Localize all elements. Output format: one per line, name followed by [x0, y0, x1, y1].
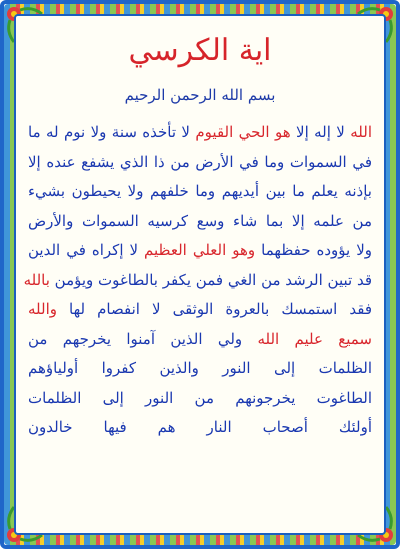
verse-segment: بإذنه يعلم ما بين أيديهم وما خلفهم ولا يحيطون بشيء — [28, 182, 372, 200]
verse-line — [28, 177, 372, 207]
verse-segment: لا إكراه في الدين — [28, 241, 145, 259]
verse-segment: من علمه إلا بما شاء وسع كرسيه السموات والأرض — [28, 211, 372, 230]
verse-segment: لا تأخذه سنة ولا نوم له ما — [28, 123, 196, 141]
highlighted-phrase: الله — [350, 123, 372, 141]
verse-segment: لا إله إلا — [290, 123, 351, 141]
verse-line — [28, 207, 372, 237]
highlighted-phrase: بالله — [23, 270, 50, 289]
verse-segment: ولي الذين آمنوا يخرجهم من — [28, 329, 258, 348]
verse-segment — [279, 330, 294, 348]
verse-segment: فقد استمسك بالعروة الوثقى لا انفصام لها — [57, 300, 372, 318]
highlighted-phrase: والله — [28, 300, 57, 318]
verse-line — [28, 148, 372, 178]
page-title: اية الكرسي — [128, 33, 272, 68]
verse-line — [28, 384, 372, 414]
verse-segment: الطاغوت يخرجونهم من النور إلى الظلمات — [28, 388, 372, 407]
verse-segment: الظلمات إلى النور والذين كفروا أولياؤهم — [28, 359, 372, 377]
highlighted-phrase: هو الحي القيوم — [195, 123, 291, 141]
highlighted-phrase: وهو العلي العظيم — [144, 241, 256, 259]
highlighted-phrase: سميع عليم — [294, 329, 372, 348]
verse-line — [23, 266, 372, 296]
verse-line — [28, 413, 372, 443]
verse-line — [28, 295, 372, 325]
verse-line — [28, 236, 372, 266]
basmala: بسم الله الرحمن الرحيم — [124, 86, 276, 104]
verse-segment: ولا يؤوده حفظهما — [255, 241, 373, 259]
verse-line — [28, 118, 372, 148]
verse-segment: في السموات وما في الأرض من ذا الذي يشفع عنده إلا — [28, 152, 372, 171]
highlighted-phrase: الله — [257, 329, 280, 348]
verse-line — [28, 354, 372, 384]
verse-segment: أولئك أصحاب النار هم فيها خالدون — [28, 418, 372, 436]
verse-text — [23, 118, 373, 443]
verse-line — [28, 325, 372, 355]
verse-segment: قد تبين الرشد من الغي فمن يكفر بالطاغوت ويؤمن — [49, 270, 372, 289]
